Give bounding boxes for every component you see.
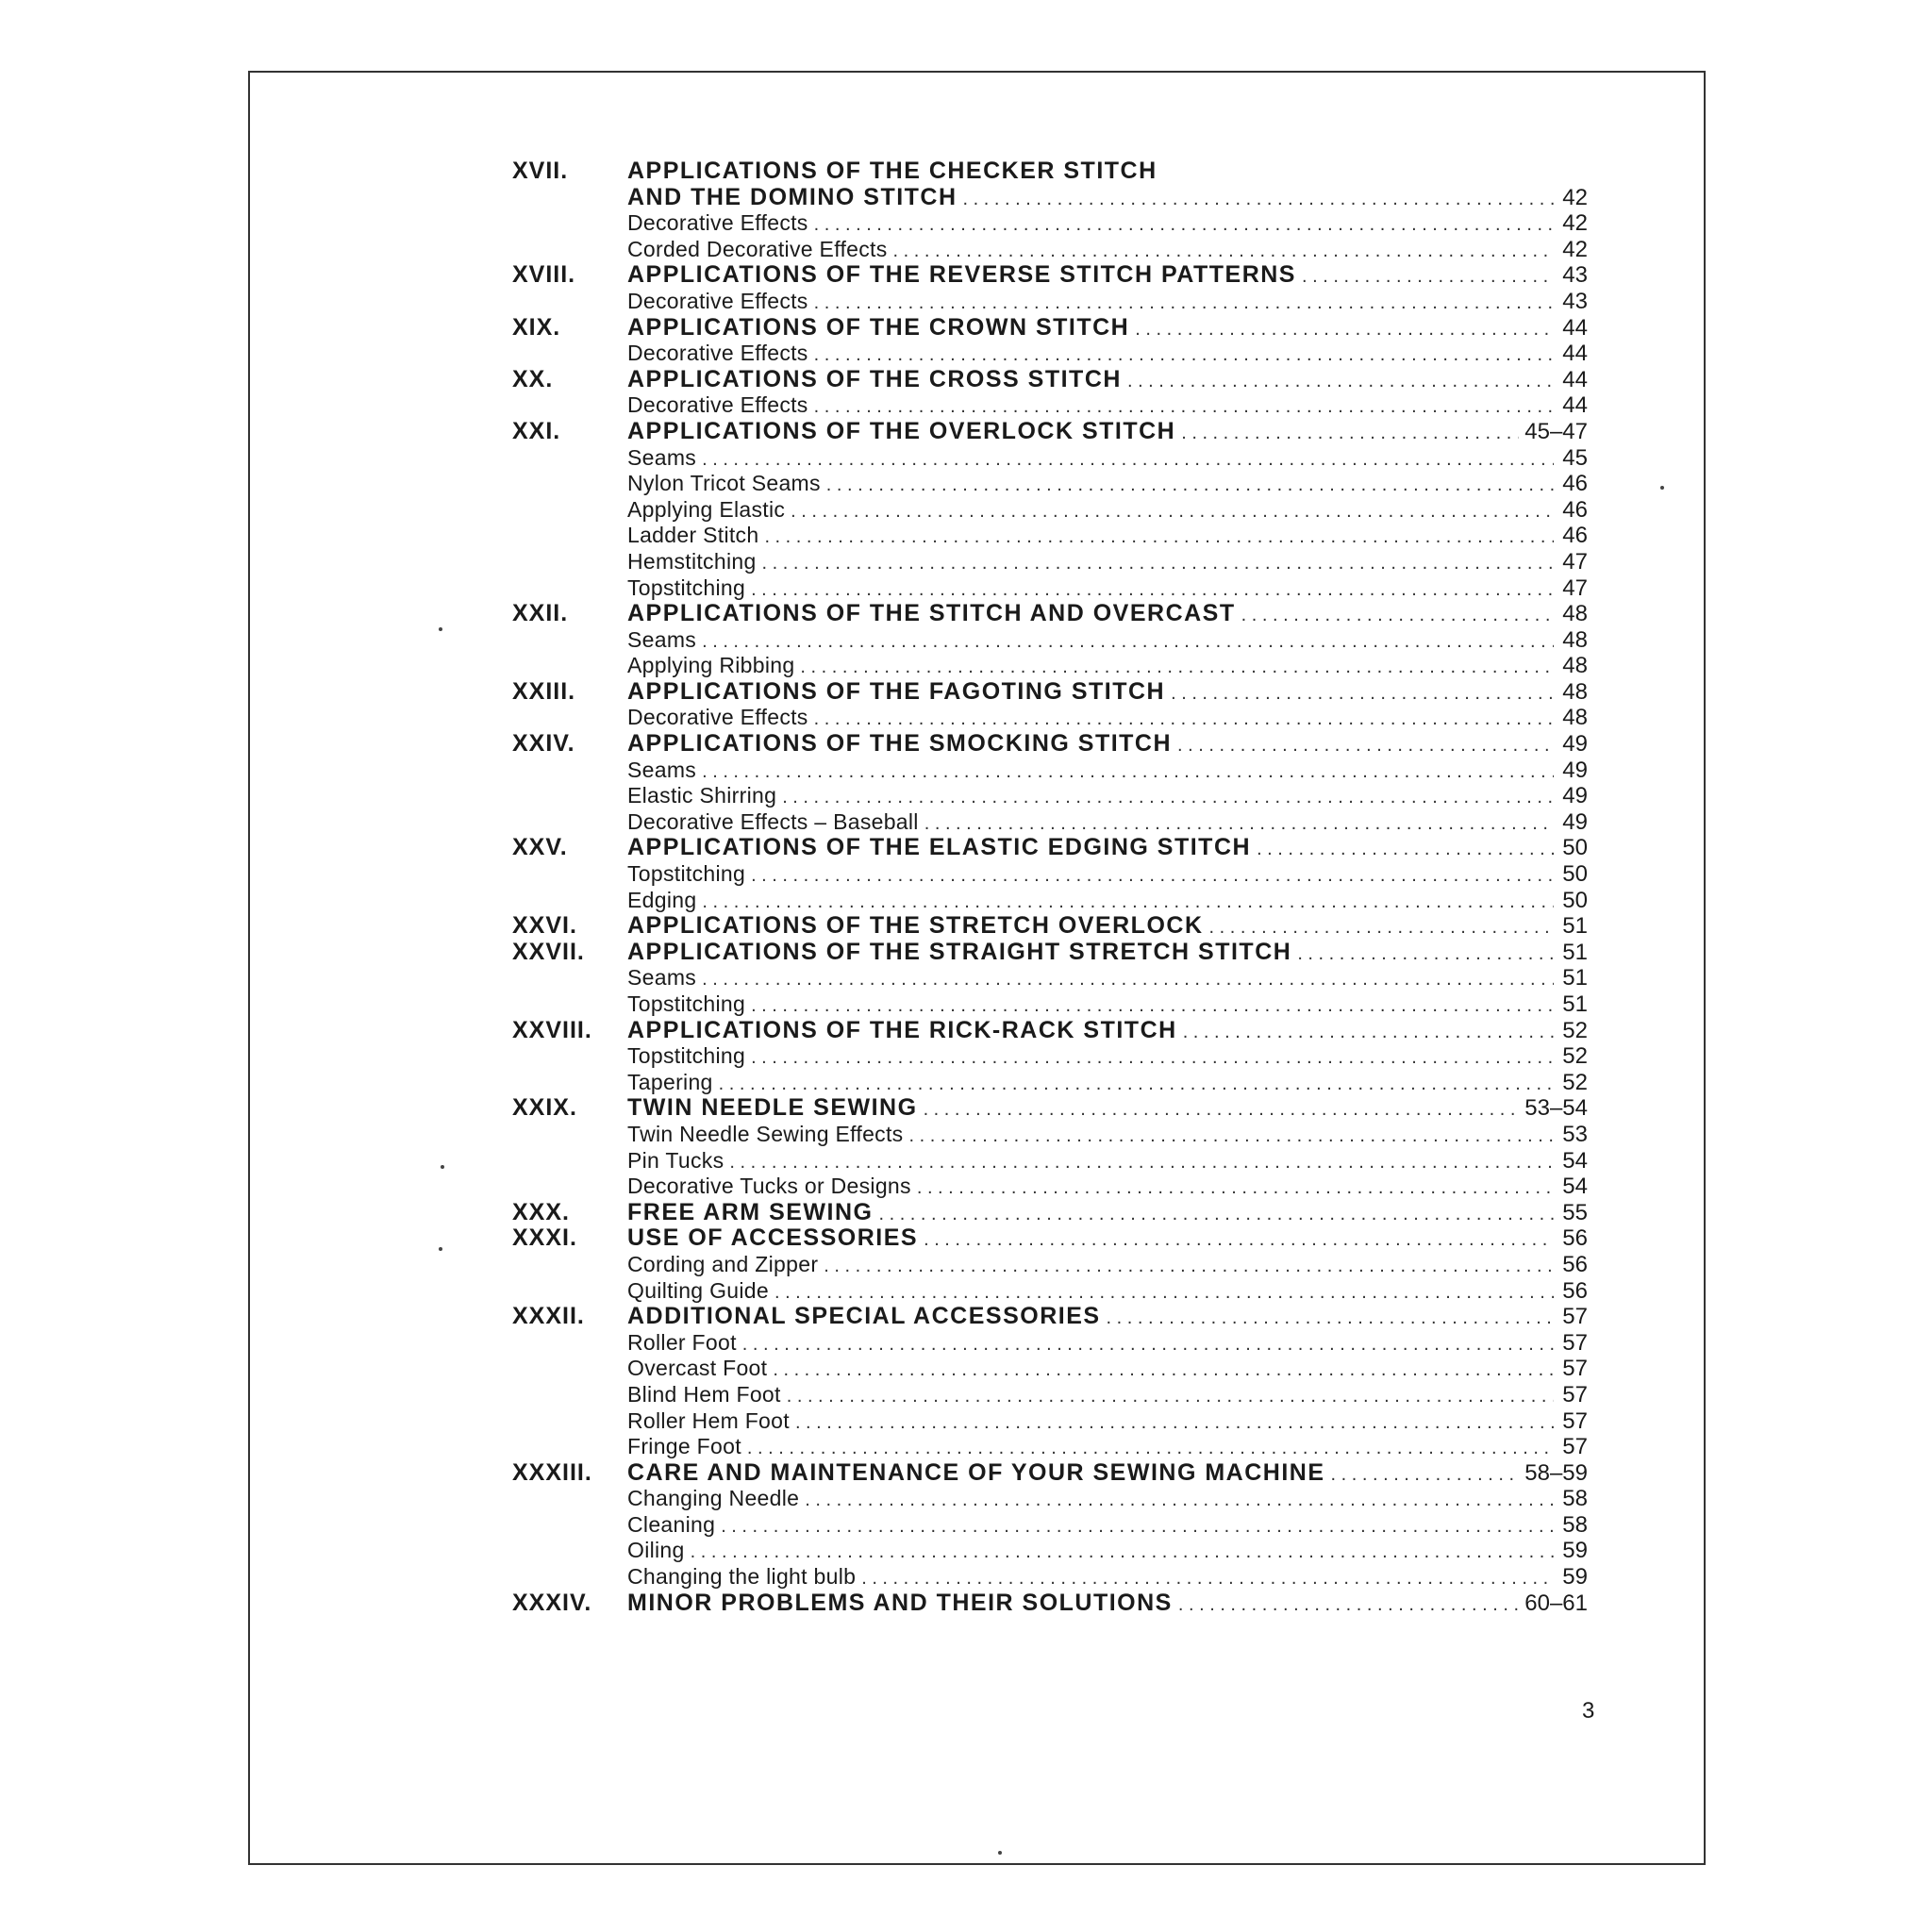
toc-subentry [512, 861, 1588, 888]
toc-section-entry [512, 262, 1588, 289]
dot-leader [917, 1175, 1554, 1202]
dot-leader [861, 1566, 1554, 1592]
toc-subentry [512, 497, 1588, 524]
toc-subentry [512, 1174, 1588, 1200]
entry-title: AND THE DOMINO STITCH [627, 183, 958, 210]
toc-section-entry [512, 158, 1588, 185]
entry-page-number: 49 [1562, 783, 1588, 809]
dot-leader [719, 1072, 1554, 1098]
entry-page-number: 52 [1562, 1069, 1588, 1095]
entry-page-number: 58 [1562, 1486, 1588, 1512]
toc-subentry [512, 991, 1588, 1018]
entry-title: Twin Needle Sewing Effects [627, 1121, 904, 1146]
entry-title: Applying Ribbing [627, 653, 795, 678]
toc-subentry [512, 1564, 1588, 1591]
entry-title: Hemstitching [627, 548, 757, 574]
entry-page-number: 46 [1562, 471, 1588, 497]
entry-title: Seams [627, 757, 697, 782]
toc-section-entry [512, 913, 1588, 940]
entry-page-number: 43 [1562, 288, 1588, 314]
toc-section-entry [512, 601, 1588, 627]
entry-title: APPLICATIONS OF THE RICK-RACK STITCH [627, 1016, 1177, 1043]
entry-page-number: 56 [1562, 1225, 1588, 1252]
dot-leader [963, 187, 1554, 213]
toc-subentry [512, 549, 1588, 575]
entry-title: Topstitching [627, 575, 746, 600]
entry-title: Edging [627, 887, 697, 912]
toc-subentry [512, 289, 1588, 315]
dot-leader [1107, 1306, 1554, 1332]
entry-title: Decorative Effects – Baseball [627, 808, 919, 834]
dot-leader [1297, 941, 1554, 968]
entry-page-number: 44 [1562, 392, 1588, 419]
toc-section-entry [512, 315, 1588, 341]
toc-subentry [512, 1070, 1588, 1096]
toc-section-entry [512, 419, 1588, 445]
entry-page-number: 48 [1562, 678, 1588, 705]
dot-leader [1331, 1462, 1520, 1489]
dot-leader [1302, 264, 1554, 291]
entry-title: APPLICATIONS OF THE CROSS STITCH [627, 365, 1122, 392]
entry-page-number: 53–54 [1524, 1095, 1588, 1122]
toc-section-entry [512, 835, 1588, 861]
entry-title: Blind Hem Foot [627, 1381, 781, 1407]
scan-speck [441, 1165, 444, 1169]
dot-leader [814, 291, 1554, 317]
dot-leader [774, 1280, 1554, 1307]
entry-page-number: 57 [1562, 1434, 1588, 1460]
dot-leader [908, 1124, 1554, 1150]
dot-leader [702, 447, 1554, 474]
entry-title: Ladder Stitch [627, 523, 759, 548]
entry-title: Seams [627, 444, 697, 470]
toc-subentry [512, 1408, 1588, 1435]
section-number: XXVII. [512, 938, 585, 965]
toc-subentry [512, 523, 1588, 549]
entry-page-number: 57 [1562, 1381, 1588, 1407]
dot-leader [1241, 603, 1554, 629]
dot-leader [721, 1514, 1554, 1541]
dot-leader [787, 1384, 1554, 1410]
dot-leader [800, 655, 1554, 681]
entry-title: Roller Hem Foot [627, 1407, 790, 1433]
entry-title: Changing the light bulb [627, 1564, 857, 1590]
entry-page-number: 43 [1562, 262, 1588, 289]
entry-page-number: 50 [1562, 835, 1588, 861]
entry-title: ADDITIONAL SPECIAL ACCESSORIES [627, 1303, 1101, 1330]
toc-subentry [512, 237, 1588, 263]
entry-title: APPLICATIONS OF THE SMOCKING STITCH [627, 730, 1173, 758]
scan-speck [439, 1247, 442, 1251]
dot-leader [782, 785, 1554, 811]
entry-page-number: 50 [1562, 861, 1588, 888]
entry-title: USE OF ACCESSORIES [627, 1224, 919, 1252]
section-number: XX. [512, 365, 554, 392]
section-number: XXVI. [512, 912, 577, 940]
dot-leader [1257, 837, 1554, 863]
toc-subentry [512, 471, 1588, 497]
toc-subentry [512, 809, 1588, 836]
entry-page-number: 60–61 [1524, 1590, 1588, 1616]
entry-title: Cording and Zipper [627, 1251, 819, 1276]
dot-leader [1171, 681, 1554, 708]
toc-section-entry [512, 367, 1588, 393]
toc-subentry [512, 758, 1588, 784]
entry-title: Topstitching [627, 1043, 746, 1069]
entry-page-number: 58 [1562, 1511, 1588, 1538]
toc-subentry [512, 1278, 1588, 1305]
entry-title: APPLICATIONS OF THE OVERLOCK STITCH [627, 417, 1176, 444]
entry-page-number: 48 [1562, 705, 1588, 731]
dot-leader [751, 577, 1554, 604]
entry-page-number: 44 [1562, 366, 1588, 392]
dot-leader [814, 707, 1554, 733]
toc-subentry [512, 1043, 1588, 1070]
entry-page-number: 46 [1562, 496, 1588, 523]
entry-title: Topstitching [627, 991, 746, 1016]
dot-leader [729, 1150, 1554, 1176]
entry-title: Oiling [627, 1538, 685, 1563]
entry-title: APPLICATIONS OF THE FAGOTING STITCH [627, 677, 1166, 705]
dot-leader [814, 212, 1554, 239]
entry-page-number: 52 [1562, 1017, 1588, 1043]
entry-page-number: 55 [1562, 1199, 1588, 1225]
entry-page-number: 49 [1562, 731, 1588, 758]
entry-page-number: 57 [1562, 1304, 1588, 1330]
toc-subentry [512, 341, 1588, 367]
entry-title: Seams [627, 626, 697, 652]
entry-page-number: 48 [1562, 653, 1588, 679]
entry-page-number: 49 [1562, 808, 1588, 835]
entry-page-number: 56 [1562, 1277, 1588, 1304]
section-number: XXXIII. [512, 1458, 592, 1486]
entry-page-number: 52 [1562, 1043, 1588, 1070]
entry-page-number: 57 [1562, 1407, 1588, 1434]
section-number: XVII. [512, 158, 569, 184]
dot-leader [764, 525, 1554, 551]
toc-section-entry [512, 1304, 1588, 1330]
entry-page-number: 53 [1562, 1121, 1588, 1147]
entry-page-number: 51 [1562, 965, 1588, 991]
section-number: XXIV. [512, 730, 575, 758]
dot-leader [893, 239, 1554, 265]
entry-page-number: 58–59 [1524, 1459, 1588, 1486]
section-number: XXII. [512, 600, 569, 627]
entry-title: Decorative Effects [627, 288, 808, 313]
toc-subentry [512, 1434, 1588, 1460]
dot-leader [702, 629, 1554, 656]
entry-title: Topstitching [627, 861, 746, 887]
entry-page-number: 59 [1562, 1564, 1588, 1591]
dot-leader [924, 1097, 1520, 1124]
toc-subentry [512, 1122, 1588, 1148]
page-number: 3 [1582, 1698, 1595, 1724]
toc-subentry [512, 575, 1588, 602]
entry-title: Tapering [627, 1069, 713, 1094]
dot-leader [751, 1045, 1554, 1072]
entry-page-number: 42 [1562, 210, 1588, 237]
entry-page-number: 45–47 [1524, 418, 1588, 444]
toc-subentry [512, 1382, 1588, 1408]
entry-title: APPLICATIONS OF THE STRAIGHT STRETCH STITCH [627, 938, 1292, 965]
dot-leader [691, 1540, 1554, 1566]
dot-leader [1135, 317, 1554, 343]
dot-leader [924, 1227, 1554, 1254]
entry-page-number: 51 [1562, 913, 1588, 940]
section-number: XXV. [512, 834, 568, 861]
entry-page-number: 56 [1562, 1251, 1588, 1277]
section-number: XVIII. [512, 261, 576, 289]
toc-section-entry [512, 185, 1588, 211]
toc-subentry [512, 1512, 1588, 1539]
scan-speck [1660, 486, 1664, 490]
entry-page-number: 54 [1562, 1147, 1588, 1174]
section-number: XXX. [512, 1198, 570, 1225]
toc-subentry [512, 1252, 1588, 1278]
entry-page-number: 54 [1562, 1174, 1588, 1200]
toc-subentry [512, 445, 1588, 472]
toc-subentry [512, 1330, 1588, 1357]
entry-page-number: 59 [1562, 1538, 1588, 1564]
entry-page-number: 50 [1562, 887, 1588, 913]
toc-subentry [512, 705, 1588, 731]
dot-leader [702, 967, 1554, 993]
entry-title: Quilting Guide [627, 1277, 769, 1303]
dot-leader [1178, 1592, 1519, 1619]
dot-leader [1181, 421, 1519, 447]
dot-leader [702, 759, 1554, 786]
entry-title: Changing Needle [627, 1486, 800, 1511]
scan-speck [439, 627, 442, 631]
entry-page-number: 45 [1562, 444, 1588, 471]
toc-subentry [512, 392, 1588, 419]
scan-speck [998, 1851, 1002, 1855]
dot-leader [805, 1488, 1554, 1514]
toc-section-entry [512, 1591, 1588, 1617]
section-number: XXXIV. [512, 1589, 592, 1616]
entry-page-number: 44 [1562, 341, 1588, 367]
dot-leader [1209, 915, 1555, 941]
entry-title: Corded Decorative Effects [627, 236, 888, 261]
toc-subentry [512, 888, 1588, 914]
dot-leader [791, 499, 1554, 525]
section-number: XXI. [512, 417, 561, 444]
toc-subentry [512, 627, 1588, 654]
section-number: XIX. [512, 313, 561, 341]
dot-leader [924, 811, 1554, 838]
section-number: XXVIII. [512, 1016, 592, 1043]
entry-title: Decorative Effects [627, 705, 808, 730]
dot-leader [702, 890, 1554, 916]
toc-section-entry [512, 1018, 1588, 1044]
entry-title: FREE ARM SEWING [627, 1198, 874, 1225]
toc-subentry [512, 783, 1588, 809]
toc-section-entry [512, 1460, 1588, 1487]
dot-leader [773, 1357, 1554, 1384]
dot-leader [762, 551, 1554, 577]
entry-title: APPLICATIONS OF THE CROWN STITCH [627, 313, 1130, 341]
entry-title: Seams [627, 965, 697, 991]
entry-page-number: 57 [1562, 1356, 1588, 1382]
entry-title: Cleaning [627, 1511, 716, 1537]
toc-section-entry [512, 731, 1588, 758]
toc-section-entry [512, 1095, 1588, 1122]
entry-page-number: 42 [1562, 184, 1588, 210]
toc-subentry [512, 1538, 1588, 1564]
entry-page-number: 51 [1562, 991, 1588, 1017]
entry-title: Decorative Effects [627, 210, 808, 236]
dot-leader [1127, 369, 1554, 395]
entry-title: MINOR PROBLEMS AND THEIR SOLUTIONS [627, 1589, 1173, 1616]
entry-title: TWIN NEEDLE SEWING [627, 1094, 918, 1122]
entry-page-number: 51 [1562, 939, 1588, 965]
entry-title: CARE AND MAINTENANCE OF YOUR SEWING MACHINE [627, 1458, 1325, 1486]
toc-subentry [512, 1148, 1588, 1174]
entry-title: APPLICATIONS OF THE REVERSE STITCH PATTERNS [627, 261, 1296, 289]
dot-leader [751, 863, 1554, 890]
entry-title: APPLICATIONS OF THE ELASTIC EDGING STITCH [627, 834, 1252, 861]
entry-title: Decorative Effects [627, 341, 808, 366]
section-number: XXXII. [512, 1303, 585, 1330]
entry-page-number: 42 [1562, 236, 1588, 262]
dot-leader [742, 1332, 1554, 1358]
table-of-contents [512, 158, 1588, 1616]
entry-title: APPLICATIONS OF THE STRETCH OVERLOCK [627, 912, 1204, 940]
toc-section-entry [512, 940, 1588, 966]
dot-leader [814, 342, 1554, 369]
entry-title: Nylon Tricot Seams [627, 471, 821, 496]
entry-title: Decorative Tucks or Designs [627, 1174, 911, 1199]
dot-leader [795, 1410, 1554, 1437]
entry-title: APPLICATIONS OF THE STITCH AND OVERCAST [627, 600, 1236, 627]
toc-subentry [512, 965, 1588, 991]
entry-page-number: 48 [1562, 601, 1588, 627]
entry-title: Roller Foot [627, 1329, 737, 1355]
entry-title: Applying Elastic [627, 496, 786, 522]
entry-title: Pin Tucks [627, 1147, 724, 1173]
entry-title: Overcast Foot [627, 1356, 768, 1381]
section-number: XXIII. [512, 677, 576, 705]
entry-page-number: 47 [1562, 575, 1588, 601]
toc-section-entry [512, 1200, 1588, 1226]
entry-page-number: 48 [1562, 626, 1588, 653]
dot-leader [814, 394, 1554, 421]
entry-title: APPLICATIONS OF THE CHECKER STITCH [627, 158, 1158, 184]
entry-page-number: 49 [1562, 757, 1588, 783]
toc-section-entry [512, 1225, 1588, 1252]
toc-section-entry [512, 679, 1588, 706]
section-number: XXIX. [512, 1094, 577, 1122]
dot-leader [751, 993, 1554, 1020]
toc-subentry [512, 1486, 1588, 1512]
toc-subentry [512, 210, 1588, 237]
entry-page-number: 44 [1562, 314, 1588, 341]
dot-leader [826, 473, 1554, 499]
entry-page-number: 47 [1562, 548, 1588, 575]
dot-leader [824, 1254, 1554, 1280]
toc-subentry [512, 1356, 1588, 1382]
entry-title: Elastic Shirring [627, 783, 777, 808]
dot-leader [747, 1436, 1554, 1462]
entry-title: Decorative Effects [627, 392, 808, 418]
dot-leader [878, 1202, 1554, 1228]
entry-title: Fringe Foot [627, 1434, 741, 1459]
dot-leader [1177, 733, 1554, 759]
dot-leader [1183, 1020, 1554, 1046]
section-number: XXXI. [512, 1224, 577, 1252]
entry-page-number: 57 [1562, 1329, 1588, 1356]
entry-page-number: 46 [1562, 523, 1588, 549]
toc-subentry [512, 653, 1588, 679]
